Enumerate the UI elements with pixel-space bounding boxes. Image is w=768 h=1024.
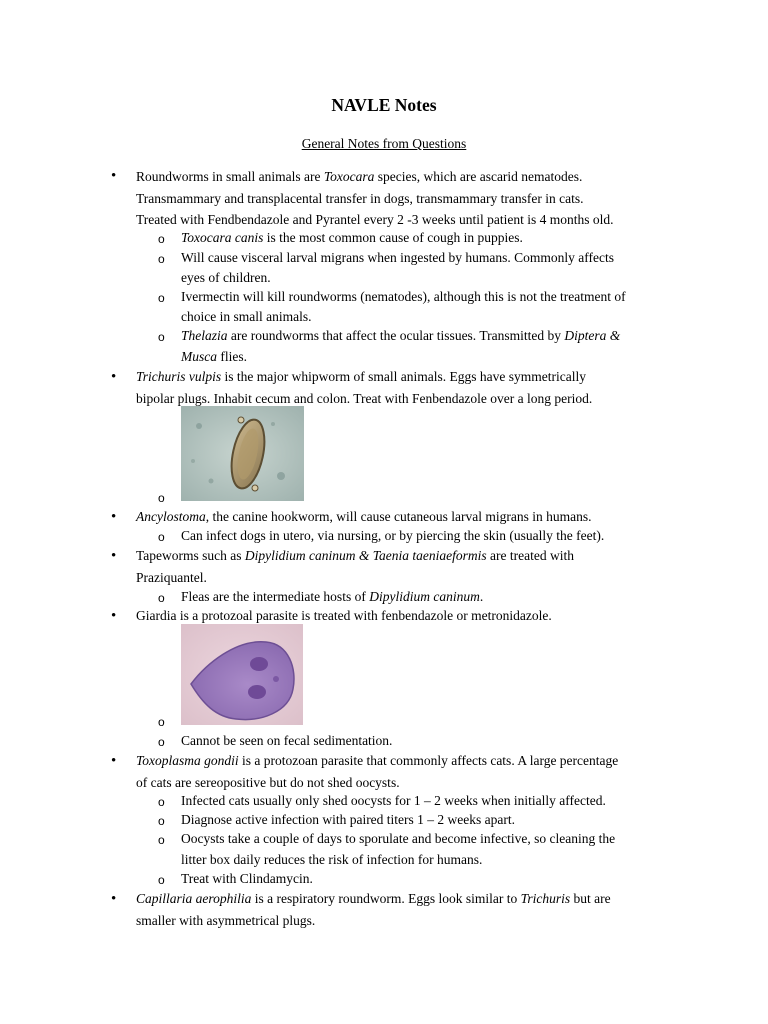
text-line: bipolar plugs. Inhabit cecum and colon. Treat with Fenbendazole over a long period. <box>136 391 593 406</box>
text-line: Transmammary and transplacental transfer in dogs, transmammary transfer in cats. <box>136 191 584 206</box>
text-line: Can infect dogs in utero, via nursing, or by piercing the skin (usually the feet). <box>181 528 605 543</box>
text-line: choice in small animals. <box>181 309 312 324</box>
page-title: NAVLE Notes <box>331 95 437 115</box>
text-line: Toxoplasma gondii is a protozoan parasite that commonly affects cats. A large percentage <box>136 753 619 768</box>
bullet: • <box>111 168 117 184</box>
text-line: smaller with asymmetrical plugs. <box>136 913 316 928</box>
sub-bullet: o <box>158 735 165 749</box>
text-line: Giardia is a protozoal parasite is treated with fenbendazole or metronidazole. <box>136 608 552 623</box>
text-line: Praziquantel. <box>136 570 207 585</box>
text-line: Treated with Fendbendazole and Pyrantel every 2 -3 weeks until patient is 4 months old. <box>136 212 614 227</box>
sub-bullet: o <box>158 291 165 305</box>
sub-bullet: o <box>158 591 165 605</box>
bullet: • <box>111 548 117 564</box>
sub-bullet: o <box>158 530 165 544</box>
text-line: Cannot be seen on fecal sedimentation. <box>181 733 393 748</box>
text-line: Infected cats usually only shed oocysts for 1 – 2 weeks when initially affected. <box>181 793 606 808</box>
page-subtitle: General Notes from Questions <box>301 136 467 151</box>
bullet: • <box>111 608 117 624</box>
text-line: litter box daily reduces the risk of infection for humans. <box>181 852 483 867</box>
sub-bullet: o <box>158 252 165 266</box>
text-line: eyes of children. <box>181 270 271 285</box>
text-line: of cats are sereopositive but do not shed oocysts. <box>136 775 400 790</box>
sub-bullet: o <box>158 873 165 887</box>
text-line: Trichuris vulpis is the major whipworm of small animals. Eggs have symmetrically <box>136 369 586 384</box>
text-line: Ivermectin will kill roundworms (nematodes), although this is not the treatment of <box>181 289 626 304</box>
text-line: Treat with Clindamycin. <box>181 871 313 886</box>
sub-bullet: o <box>158 795 165 809</box>
text-line: Capillaria aerophilia is a respiratory roundworm. Eggs look similar to Trichuris but are <box>136 891 611 906</box>
text-line: Thelazia are roundworms that affect the ocular tissues. Transmitted by Diptera & <box>181 328 621 343</box>
bullet: • <box>111 509 117 525</box>
sub-bullet: o <box>158 232 165 246</box>
text-line: Diagnose active infection with paired titers 1 – 2 weeks apart. <box>181 812 516 827</box>
sub-bullet: o <box>158 833 165 847</box>
whipworm-egg-image <box>181 406 304 501</box>
text-line: Toxocara canis is the most common cause of cough in puppies. <box>181 230 523 245</box>
sub-bullet: o <box>158 330 165 344</box>
bullet: • <box>111 891 117 907</box>
sub-bullet: o <box>158 814 165 828</box>
text-line: Ancylostoma, the canine hookworm, will cause cutaneous larval migrans in humans. <box>136 509 592 524</box>
text-line: Musca flies. <box>181 349 247 364</box>
text-line: Oocysts take a couple of days to sporulate and become infective, so cleaning the <box>181 831 616 846</box>
bullet: • <box>111 369 117 385</box>
bullet: • <box>111 753 117 769</box>
text-line: Fleas are the intermediate hosts of Dipylidium caninum. <box>181 589 484 604</box>
text-line: Will cause visceral larval migrans when ingested by humans. Commonly affects <box>181 250 614 265</box>
sub-bullet: o <box>158 491 165 505</box>
sub-bullet: o <box>158 715 165 729</box>
text-line: Roundworms in small animals are Toxocara species, which are ascarid nematodes. <box>136 169 583 184</box>
text-line: Tapeworms such as Dipylidium caninum & Taenia taeniaeformis are treated with <box>136 548 574 563</box>
giardia-image <box>181 624 303 725</box>
